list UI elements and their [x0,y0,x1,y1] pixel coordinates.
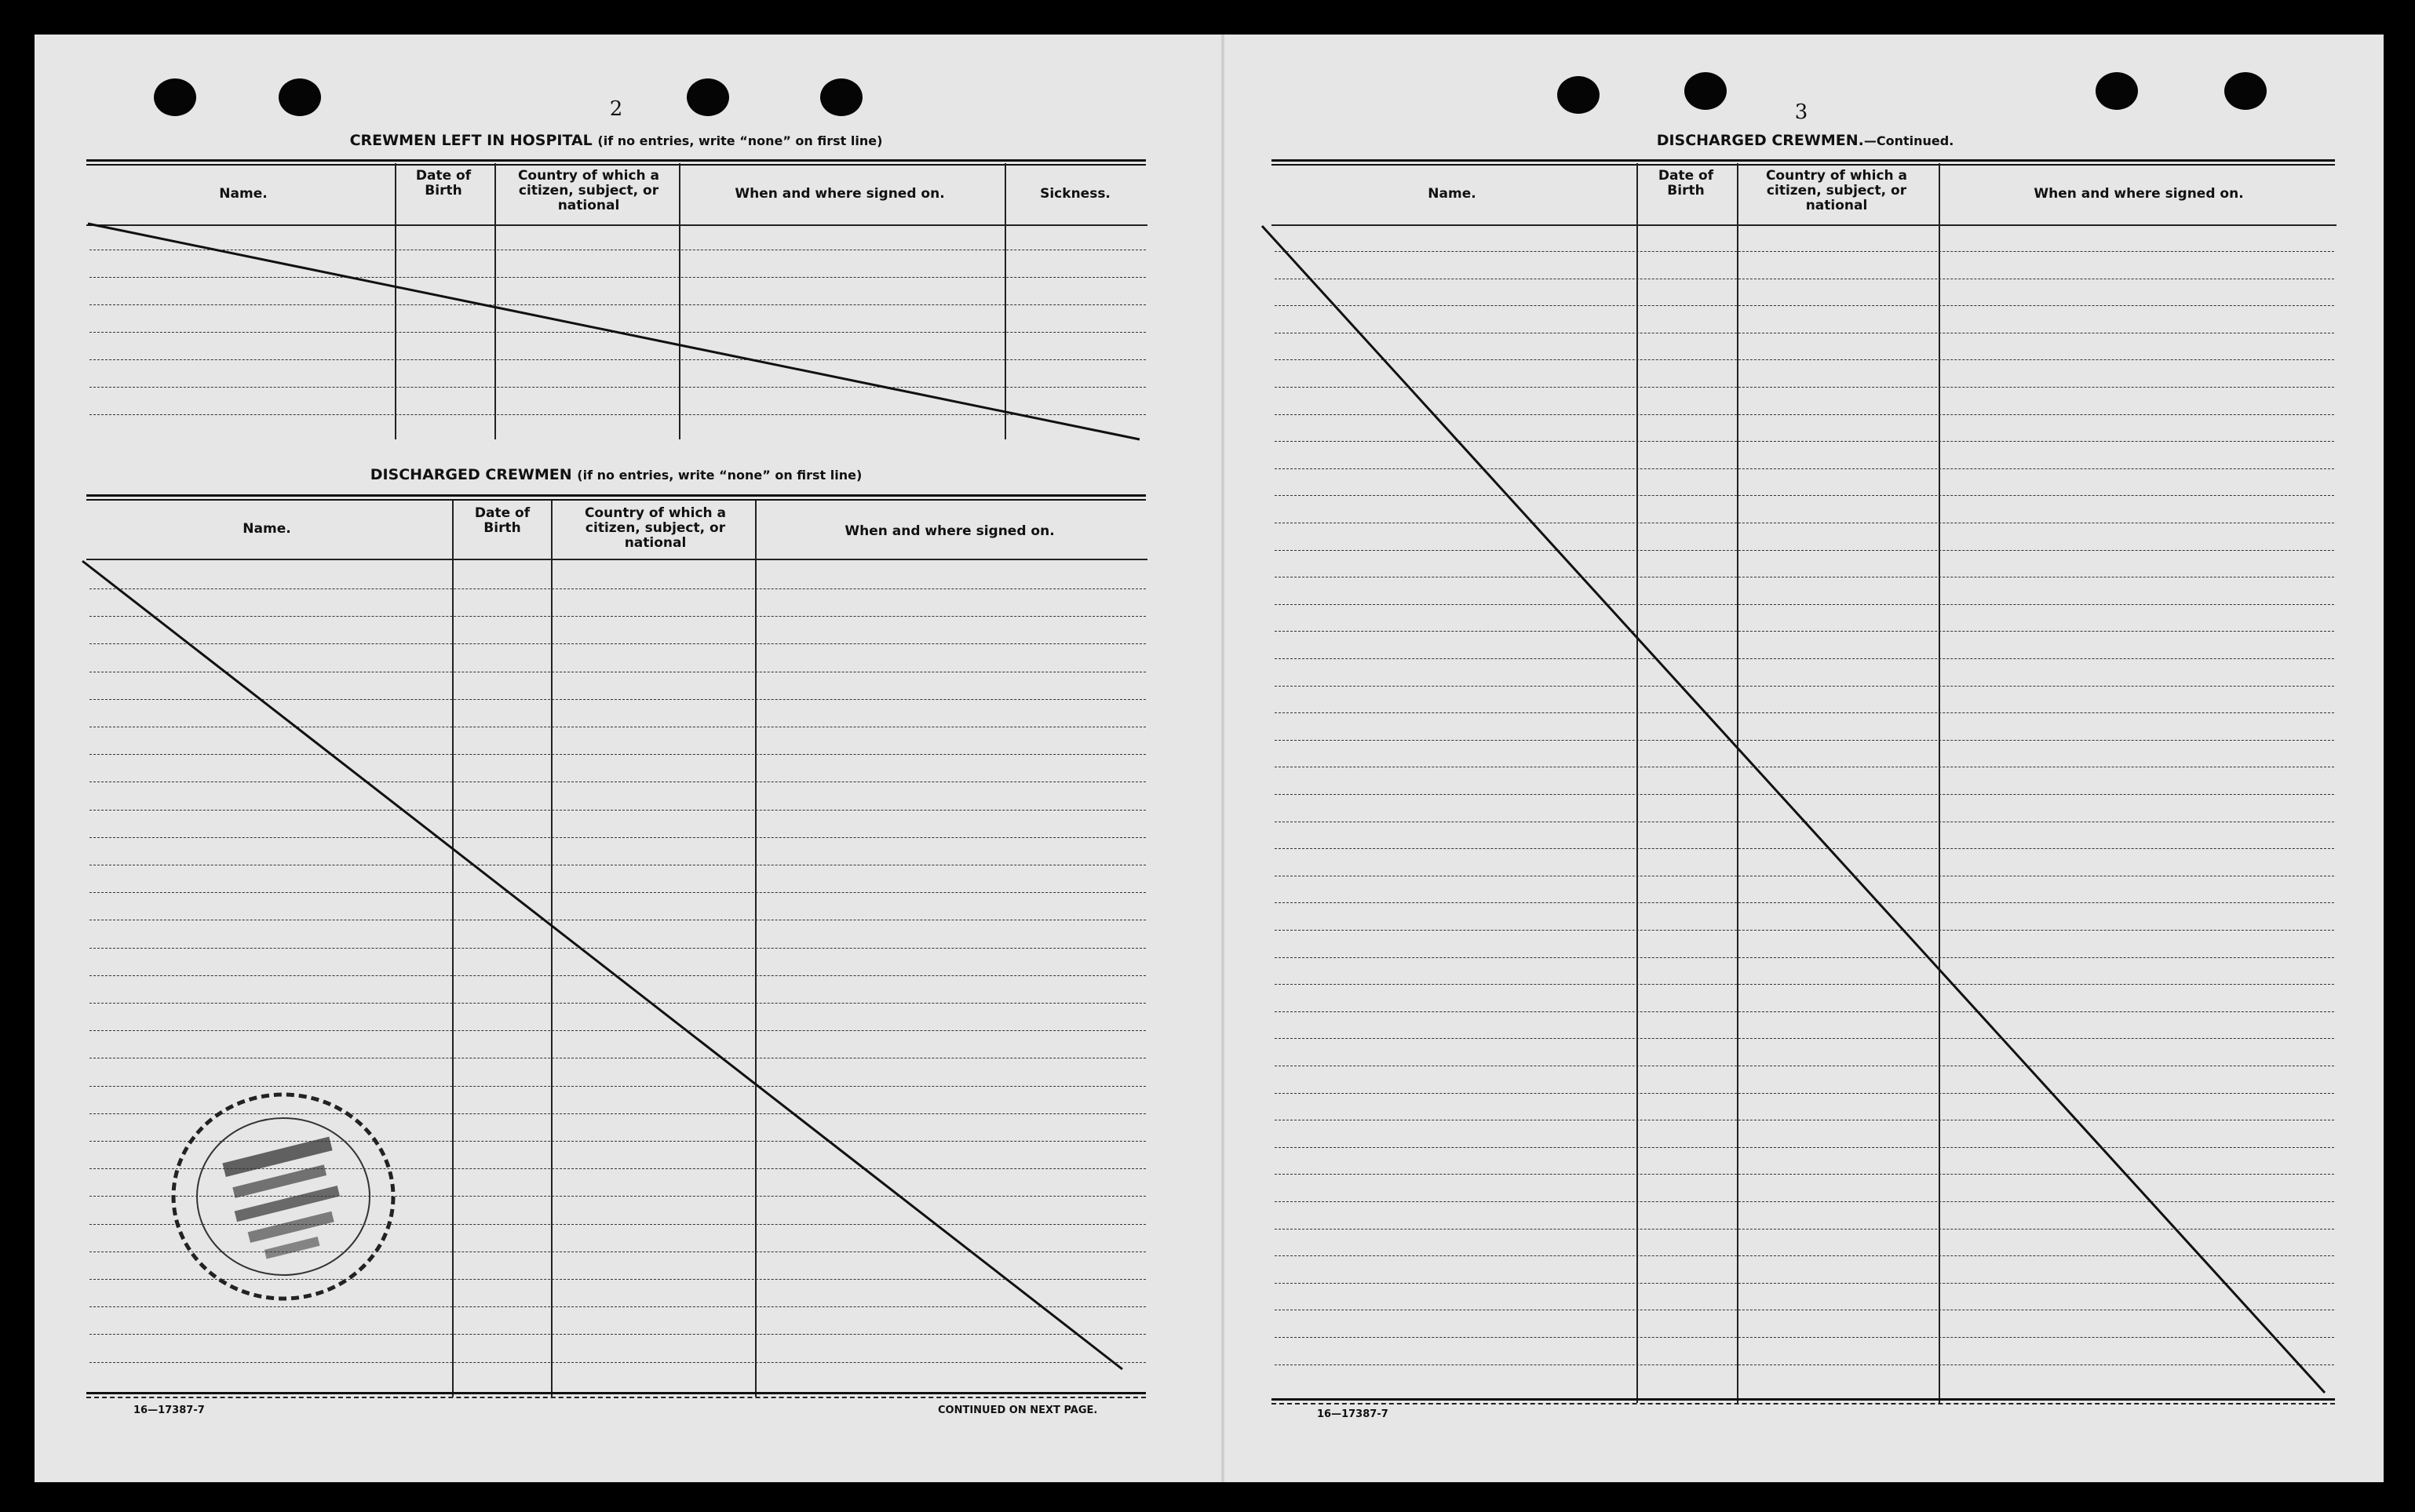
discharged-continued-subtitle: —Continued. [1863,133,1954,148]
hospital-subtitle: (if no entries, write “none” on first line) [597,133,883,148]
page-number: 2 [609,97,623,121]
column-header-country: Country of which a citizen, subject, or national [1765,168,1908,213]
column-header-date-of-birth: Date of Birth [474,505,531,536]
discharged-continued-title: DISCHARGED CREWMEN. [1656,132,1864,149]
continued-note: CONTINUED ON NEXT PAGE. [938,1405,1098,1416]
column-header-signed-on: When and where signed on. [845,523,1055,539]
column-header-country: Country of which a citizen, subject, or national [517,168,660,213]
continued-cancel-line [1262,226,2325,1393]
circular-immigration-stamp-icon [162,1083,405,1310]
column-header-name: Name. [219,186,268,202]
column-header-signed-on: When and where signed on. [735,186,945,202]
column-header-date-of-birth: Date of Birth [1658,168,1714,199]
discharged-title: DISCHARGED CREWMEN [370,466,572,483]
column-header-country: Country of which a citizen, subject, or national [584,505,727,551]
form-number: 16—17387-7 [133,1405,205,1416]
hospital-title: CREWMEN LEFT IN HOSPITAL [349,132,593,149]
hospital-cancel-line [88,224,1140,439]
page-number: 3 [1794,100,1808,124]
column-header-signed-on: When and where signed on. [2034,186,2244,202]
column-header-date-of-birth: Date of Birth [415,168,472,199]
column-header-name: Name. [1428,186,1476,202]
column-header-sickness: Sickness. [1040,186,1111,202]
form-number: 16—17387-7 [1317,1408,1388,1420]
column-header-name: Name. [243,521,291,537]
discharged-subtitle: (if no entries, write “none” on first line) [577,468,863,483]
